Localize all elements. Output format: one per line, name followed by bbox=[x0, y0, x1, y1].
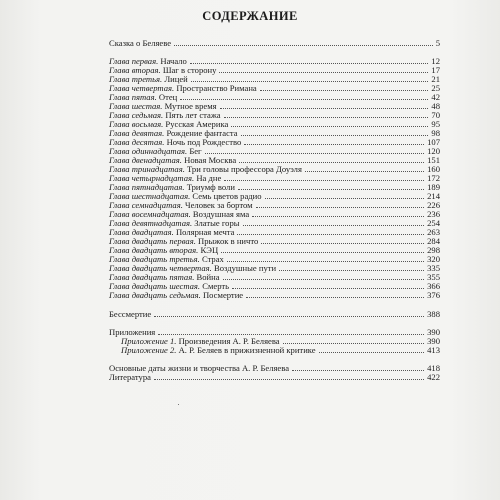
toc-entry-page-number: 263 bbox=[427, 227, 440, 237]
toc-entry-page-number: 366 bbox=[427, 281, 440, 291]
dot-leader bbox=[246, 297, 424, 298]
toc-entry-page-number: 42 bbox=[431, 92, 440, 102]
toc-entry-chapter: Глава двадцать вторая. bbox=[109, 245, 199, 255]
toc-entry-chapter: Глава десятая. bbox=[109, 137, 165, 147]
toc-entry-chapter: Глава четвертая. bbox=[109, 83, 175, 93]
toc-entry-name: На дне bbox=[196, 173, 222, 183]
dot-leader bbox=[256, 207, 424, 208]
toc-entry-name: Златые горы bbox=[194, 218, 240, 228]
toc-entry-name: Отец bbox=[158, 92, 178, 102]
toc-entry-name: А. Р. Беляев в прижизненной критике bbox=[178, 345, 316, 355]
toc-entry-page-number: 12 bbox=[431, 56, 440, 66]
toc-entry-chapter: Глава двадцать шестая. bbox=[109, 281, 201, 291]
toc-entry-page-number: 21 bbox=[431, 74, 440, 84]
toc-entry-chapter: Глава третья. bbox=[109, 74, 163, 84]
toc-entry bbox=[0, 345, 500, 355]
toc-entry-page-number: 226 bbox=[427, 200, 440, 210]
toc-entry-title bbox=[121, 345, 316, 355]
toc-entry-chapter: Глава пятнадцатая. bbox=[109, 182, 185, 192]
dot-leader bbox=[252, 216, 424, 217]
toc-entry-chapter: Глава пятая. bbox=[109, 92, 157, 102]
toc-entry-name: Начало bbox=[160, 56, 187, 66]
toc-entry-page-number: 25 bbox=[431, 83, 440, 93]
toc-entry-name: КЭЦ bbox=[200, 245, 219, 255]
toc-entry-page-number: 189 bbox=[427, 182, 440, 192]
toc-entry-page-number: 98 bbox=[431, 128, 440, 138]
toc-entry-page-number: 390 bbox=[427, 336, 440, 346]
toc-entry-name: Посмертие bbox=[202, 290, 244, 300]
toc-entry-chapter: Глава восьмая. bbox=[109, 119, 164, 129]
toc-entry-chapter: Глава двадцать пятая. bbox=[109, 272, 195, 282]
page-title: СОДЕРЖАНИЕ bbox=[202, 9, 298, 23]
toc-entry-page-number: 388 bbox=[427, 309, 440, 319]
dot-leader bbox=[279, 270, 424, 271]
toc-entry-page-number: 151 bbox=[427, 155, 440, 165]
toc-entry-chapter: Глава восемнадцатая. bbox=[109, 209, 191, 219]
toc-entry-chapter: Глава вторая. bbox=[109, 65, 161, 75]
dot-leader bbox=[154, 316, 424, 317]
dot-leader bbox=[154, 379, 424, 380]
dot-leader bbox=[205, 153, 424, 154]
toc-entry bbox=[0, 290, 500, 300]
dot-leader bbox=[238, 189, 424, 190]
dot-leader bbox=[191, 81, 428, 82]
toc-entry-page-number: 335 bbox=[427, 263, 440, 273]
toc-entry-chapter: Глава двадцать седьмая. bbox=[109, 290, 201, 300]
toc-entry-page-number: 5 bbox=[435, 38, 440, 48]
toc-entry-name: Приложения bbox=[109, 327, 156, 337]
dot-leader bbox=[265, 198, 424, 199]
toc-entry-chapter: Глава семнадцатая. bbox=[109, 200, 183, 210]
toc-entry-page-number: 172 bbox=[427, 173, 440, 183]
dot-leader bbox=[174, 45, 433, 46]
toc-entry-name: Семь цветов радио bbox=[192, 191, 262, 201]
toc-entry-page-number: 284 bbox=[427, 236, 440, 246]
toc-entry-chapter: Глава двенадцатая. bbox=[109, 155, 182, 165]
print-speck bbox=[178, 404, 179, 405]
toc-entry-chapter: Глава шестая. bbox=[109, 101, 163, 111]
toc-entry-page-number: 214 bbox=[427, 191, 440, 201]
toc-entry-chapter: Глава первая. bbox=[109, 56, 159, 66]
toc-entry-chapter: Глава девятая. bbox=[109, 128, 165, 138]
toc-entry bbox=[0, 372, 500, 382]
toc-entry-name: Воздушные пути bbox=[213, 263, 277, 273]
toc-entry-name: Произведения А. Р. Беляева bbox=[178, 336, 280, 346]
toc-entry-page-number: 95 bbox=[431, 119, 440, 129]
toc-entry-title bbox=[109, 290, 243, 300]
toc-entry-chapter: Глава двадцать первая. bbox=[109, 236, 196, 246]
dot-leader bbox=[305, 171, 424, 172]
toc-entry-name: Шаг в сторону bbox=[162, 65, 217, 75]
toc-entry-page-number: 236 bbox=[427, 209, 440, 219]
dot-leader bbox=[244, 144, 424, 145]
toc-entry-page-number: 48 bbox=[431, 101, 440, 111]
toc-entry-name: Триумф воли bbox=[186, 182, 235, 192]
dot-leader bbox=[190, 63, 428, 64]
toc-entry-name: Пространство Римана bbox=[176, 83, 257, 93]
toc-entry-name: Русская Америка bbox=[165, 119, 229, 129]
dot-leader bbox=[224, 180, 424, 181]
dot-leader bbox=[283, 343, 424, 344]
toc-entry-name: Война bbox=[196, 272, 220, 282]
dot-leader bbox=[224, 117, 428, 118]
toc-entry-name: Воздушная яма bbox=[192, 209, 250, 219]
toc-entry-name: Смерть bbox=[202, 281, 230, 291]
dot-leader bbox=[260, 90, 428, 91]
dot-leader bbox=[221, 252, 424, 253]
dot-leader bbox=[239, 162, 424, 163]
toc-entry-name: Прыжок в ничто bbox=[198, 236, 259, 246]
toc-entry-name: Человек за бортом bbox=[185, 200, 253, 210]
toc-entry-title bbox=[109, 38, 171, 48]
toc-entry-title bbox=[109, 372, 151, 382]
toc-entry-name: Лицей bbox=[164, 74, 188, 84]
dot-leader bbox=[243, 225, 424, 226]
toc-entry-chapter: Приложение 2. bbox=[121, 345, 177, 355]
toc-entry-page-number: 298 bbox=[427, 245, 440, 255]
dot-leader bbox=[319, 352, 424, 353]
toc-entry-chapter: Глава двадцатая. bbox=[109, 227, 174, 237]
toc-entry-name: Ночь под Рождество bbox=[166, 137, 242, 147]
toc-entry-name: Рождение фантаста bbox=[166, 128, 238, 138]
dot-leader bbox=[237, 234, 424, 235]
toc-entry-name: Мутное время bbox=[164, 101, 217, 111]
dot-leader bbox=[180, 99, 428, 100]
toc-entry-chapter: Глава шестнадцатая. bbox=[109, 191, 191, 201]
toc-entry-chapter: Приложение 1. bbox=[121, 336, 177, 346]
dot-leader bbox=[220, 108, 428, 109]
toc-entry-chapter: Глава двадцать четвертая. bbox=[109, 263, 212, 273]
dot-leader bbox=[227, 261, 424, 262]
toc-entry-name: Три головы профессора Доуэля bbox=[187, 164, 302, 174]
toc-entry-chapter: Глава седьмая. bbox=[109, 110, 164, 120]
toc-entry-page-number: 376 bbox=[427, 290, 440, 300]
dot-leader bbox=[292, 370, 424, 371]
toc-entry-name: Бессмертие bbox=[109, 309, 152, 319]
dot-leader bbox=[158, 334, 424, 335]
toc-entry bbox=[0, 38, 500, 48]
dot-leader bbox=[219, 72, 428, 73]
toc-entry-page-number: 422 bbox=[427, 372, 440, 382]
toc-entry-chapter: Глава одиннадцатая. bbox=[109, 146, 188, 156]
toc-entry-chapter: Глава девятнадцатая. bbox=[109, 218, 193, 228]
toc-entry-page-number: 17 bbox=[431, 65, 440, 75]
toc-entry-name: Страх bbox=[201, 254, 224, 264]
toc-entry-name: Сказка о Беляеве bbox=[109, 38, 172, 48]
toc-entry-chapter: Глава двадцать третья. bbox=[109, 254, 200, 264]
toc-entry-name: Бег bbox=[189, 146, 202, 156]
toc-entry-page-number: 160 bbox=[427, 164, 440, 174]
toc-entry-title bbox=[109, 309, 151, 319]
toc-entry-name: Пять лет стажа bbox=[165, 110, 221, 120]
toc-entry-page-number: 390 bbox=[427, 327, 440, 337]
dot-leader bbox=[232, 288, 424, 289]
dot-leader bbox=[241, 135, 428, 136]
dot-leader bbox=[261, 243, 424, 244]
toc-entry bbox=[0, 309, 500, 319]
toc-entry-page-number: 355 bbox=[427, 272, 440, 282]
dot-leader bbox=[231, 126, 428, 127]
toc-entry-page-number: 320 bbox=[427, 254, 440, 264]
toc-entry-name: Полярная мечта bbox=[175, 227, 235, 237]
toc-entry-page-number: 418 bbox=[427, 363, 440, 373]
toc-entry-chapter: Глава четырнадцатая. bbox=[109, 173, 195, 183]
dot-leader bbox=[223, 279, 424, 280]
toc-entry-name: Новая Москва bbox=[184, 155, 237, 165]
toc-entry-page-number: 70 bbox=[431, 110, 440, 120]
toc-entry-name: Литература bbox=[109, 372, 151, 382]
toc-entry-page-number: 107 bbox=[427, 137, 440, 147]
toc-entry-page-number: 120 bbox=[427, 146, 440, 156]
toc-entry-name: Основные даты жизни и творчества А. Р. Беляева bbox=[109, 363, 290, 373]
toc-entry-page-number: 254 bbox=[427, 218, 440, 228]
toc-entry-chapter: Глава тринадцатая. bbox=[109, 164, 185, 174]
toc-entry-page-number: 413 bbox=[427, 345, 440, 355]
